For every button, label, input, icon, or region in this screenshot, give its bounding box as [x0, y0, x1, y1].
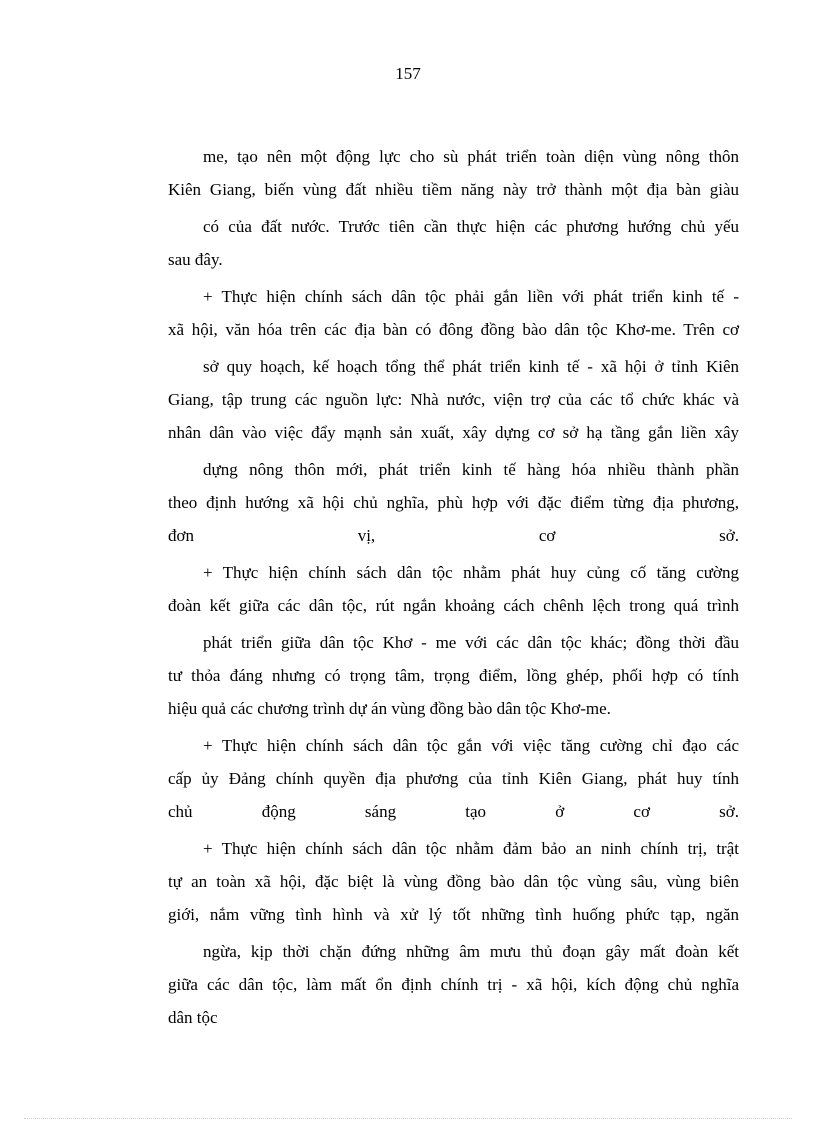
text-line: dân tộc: [168, 1008, 218, 1027]
text-line: dựng nông thôn mới, phát triển kinh tế hàng hóa nhiều thành phần: [203, 460, 739, 479]
body-text: [168, 140, 739, 1034]
text-line: + Thực hiện chính sách dân tộc gắn với việc tăng cường chỉ đạo các: [203, 736, 739, 755]
text-line: sở quy hoạch, kế hoạch tổng thể phát triển kinh tế - xã hội ở tỉnh Kiên: [203, 357, 739, 376]
text-line: + Thực hiện chính sách dân tộc nhằm đảm bảo an ninh chính trị, trật: [203, 839, 739, 858]
text-line: tư thỏa đáng nhưng có trọng tâm, trọng điểm, lồng ghép, phối hợp có tính: [168, 666, 739, 685]
text-line: sau đây.: [168, 250, 223, 269]
text-line: chủ động sáng tạo ở cơ sở.: [168, 802, 739, 821]
text-line: giữa các dân tộc, làm mất ổn định chính trị - xã hội, kích động chủ nghĩa: [168, 975, 739, 994]
text-line: Kiên Giang, biến vùng đất nhiều tiềm năng này trở thành một địa bàn giàu: [168, 180, 739, 199]
text-line: đơn vị, cơ sở.: [168, 526, 739, 545]
text-line: me, tạo nên một động lực cho sù phát triển toàn diện vùng nông thôn: [203, 147, 739, 166]
text-line: tự an toàn xã hội, đặc biệt là vùng đồng bào dân tộc vùng sâu, vùng biên: [168, 872, 739, 891]
text-line: theo định hướng xã hội chủ nghĩa, phù hợp với đặc điểm từng địa phương,: [168, 493, 739, 512]
text-line: ngừa, kịp thời chặn đứng những âm mưu thủ đoạn gây mất đoàn kết: [203, 942, 739, 961]
text-line: + Thực hiện chính sách dân tộc phải gắn liền với phát triển kinh tế -: [203, 287, 739, 306]
text-line: xã hội, văn hóa trên các địa bàn có đông đồng bào dân tộc Khơ-me. Trên cơ: [168, 320, 739, 339]
text-line: đoàn kết giữa các dân tộc, rút ngắn khoảng cách chênh lệch trong quá trình: [168, 596, 739, 615]
text-line: giới, nắm vững tình hình và xử lý tốt những tình huống phức tạp, ngăn: [168, 905, 739, 924]
text-line: hiệu quả các chương trình dự án vùng đồng bào dân tộc Khơ-me.: [168, 699, 611, 718]
text-line: Giang, tập trung các nguồn lực: Nhà nước, viện trợ của các tổ chức khác và: [168, 390, 739, 409]
text-line: cấp ủy Đảng chính quyền địa phương của tỉnh Kiên Giang, phát huy tính: [168, 769, 739, 788]
text-line: có của đất nước. Trước tiên cần thực hiện các phương hướng chủ yếu: [203, 217, 739, 236]
page-bottom-divider: [24, 1118, 792, 1119]
text-line: + Thực hiện chính sách dân tộc nhằm phát huy củng cố tăng cường: [203, 563, 739, 582]
text-line: nhân dân vào việc đẩy mạnh sản xuất, xây dựng cơ sở hạ tầng gắn liền xây: [168, 423, 739, 442]
page-number: 157: [395, 64, 421, 83]
text-line: phát triển giữa dân tộc Khơ - me với các dân tộc khác; đồng thời đầu: [203, 633, 739, 652]
